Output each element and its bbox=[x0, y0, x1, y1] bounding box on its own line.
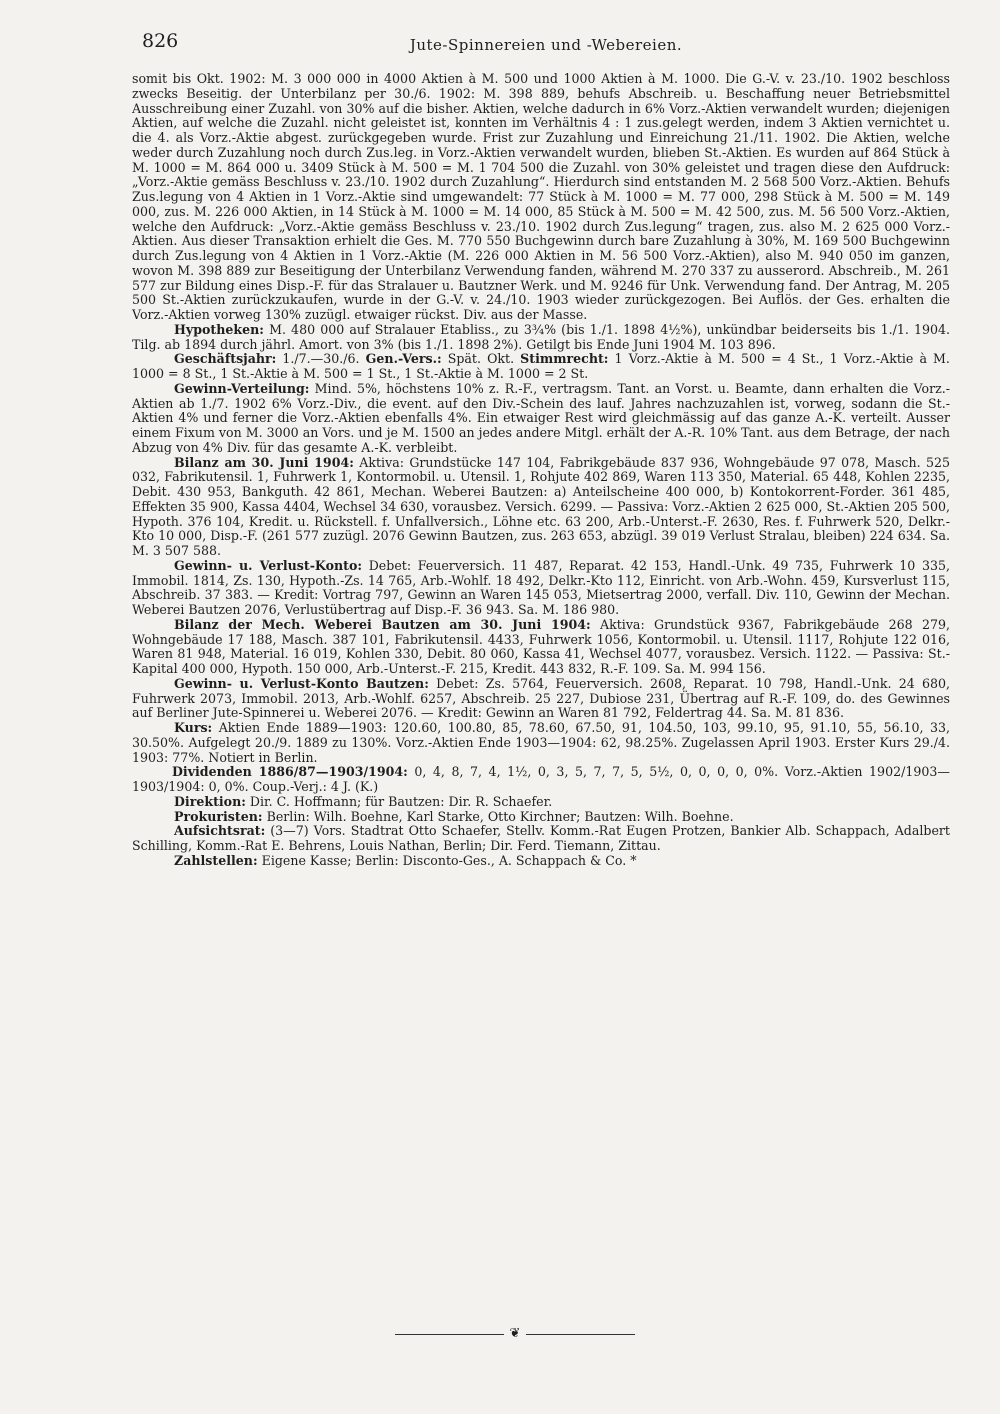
geschaeftsjahr-label: Geschäftsjahr: bbox=[174, 351, 277, 367]
geschaeftsjahr-text: 1./7.—30./6. bbox=[282, 351, 360, 367]
prokuristen-label: Prokuristen: bbox=[174, 808, 263, 824]
zahlstellen-label: Zahlstellen: bbox=[174, 852, 258, 868]
guv-bautzen-text: Debet: Zs. 5764, Feuerversich. 2608, Reparat. 10 798, Handl.-Unk. 24 680, Fuhrwerk 2073, Immobil. 2013, Arb.-Wohlf. 6257, Abschreib. 25 227, Dubiose 231, Übertrag auf R.-F. 109, do. des Gewinnes auf Berliner Jute-Spinnerei u. Weberei 2076. — Kredit: Gewinn an Waren 81 792, Feldertrag 44. Sa. M. 81 836. bbox=[132, 675, 950, 721]
hypotheken-paragraph bbox=[132, 323, 950, 353]
gewinnverteilung-text: Mind. 5%, höchstens 10% z. R.-F., vertragsm. Tant. an Vorst. u. Beamte, dann erhalten die Vorz.-Aktien ab 1./7. 1902 6% Vorz.-Div., die event. auf den Div.-Schein des lauf. Jahres nachzuzahlen ist, vorweg, sodann die St.-Aktien 4% und ferner die Vorz.-Aktien ebenfalls 4%. Ein etwaiger Rest wird gleichmässig auf das ganze A.-K. verteilt. Ausser einem Fixum von M. 3000 an Vors. und je M. 1500 an jedes andere Mitgl. erhält der A.-R. 10% Tant. aus dem Betrage, der nach Abzug von 4% Div. für das gesamte A.-K. verbleibt. bbox=[132, 380, 950, 455]
direktion-text: Dir. C. Hoffmann; für Bautzen: Dir. R. Schaefer. bbox=[249, 793, 553, 809]
dividenden-paragraph bbox=[132, 765, 950, 795]
stimmrecht-text: 1 Vorz.-Aktie à M. 500 = 4 St., 1 Vorz.-Aktie à M. 1000 = 8 St., 1 St.-Aktie à M. 500 = 1 St., 1 St.-Aktie à M. 1000 = 2 St. bbox=[132, 351, 950, 381]
page-number: 826 bbox=[142, 30, 179, 52]
end-ornament bbox=[395, 1327, 635, 1341]
direktion-label: Direktion: bbox=[174, 793, 246, 809]
zahlstellen-text: Eigene Kasse; Berlin: Disconto-Ges., A. Schappach & Co. bbox=[261, 852, 627, 868]
kurs-text: Aktien Ende 1889—1903: 120.60, 100.80, 85, 78.60, 67.50, 91, 104.50, 103, 99.10, 95, 91.10, 55, 56.10, 33, 30.50%. Aufgelegt 20./9. 1889 zu 130%. Vorz.-Aktien Ende 1903—1904: 62, 98.25%. Zugelassen April 1903. Erster Kurs 29./4. 1903: 77%. Notiert in Berlin. bbox=[132, 720, 951, 765]
prokuristen-paragraph bbox=[132, 810, 950, 825]
gewinnverteilung-label: Gewinn-Verteilung: bbox=[174, 380, 310, 396]
hypotheken-label: Hypotheken: bbox=[174, 321, 264, 337]
bilanz-bautzen-paragraph bbox=[132, 618, 950, 677]
ornament-rule-right bbox=[526, 1334, 635, 1335]
page-header bbox=[142, 30, 950, 64]
ornament-rule-left bbox=[395, 1334, 504, 1335]
aufsichtsrat-text: (3—7) Vors. Stadtrat Otto Schaefer, Stellv. Komm.-Rat Eugen Protzen, Bankier Alb. Schappach, Adalbert Schilling, Komm.-Rat E. Behrens, Louis Nathan, Berlin; Dir. Ferd. Tiemann, Zittau. bbox=[132, 823, 950, 853]
aufsichtsrat-label: Aufsichtsrat: bbox=[174, 823, 266, 839]
guv-bautzen-label: Gewinn- u. Verlust-Konto Bautzen: bbox=[174, 675, 429, 691]
guv-text: Debet: Feuerversich. 11 487, Reparat. 42 153, Handl.-Unk. 49 735, Fuhrwerk 10 335, Immobil. 1814, Zs. 130, Hypoth.-Zs. 14 765, Arb.-Wohlf. 18 492, Delkr.-Kto 112, Einricht. von Arb.-Wohn. 459, Kursverlust 115, Abschreib. 37 383. — Kredit: Vortrag 797, Gewinn an Waren 145 053, Mietsertrag 2000, verfall. Div. 110, Gewinn der Mechan. Weberei Bautzen 2076, Verlustübertrag auf Disp.-F. 36 943. Sa. M. 186 980. bbox=[132, 557, 951, 617]
kurs-label: Kurs: bbox=[174, 720, 213, 735]
dividenden-label: Dividenden 1886/87—1903/1904: bbox=[172, 764, 408, 780]
fleuron-icon: ❦ bbox=[509, 1326, 521, 1341]
aufsichtsrat-paragraph bbox=[132, 824, 950, 854]
article-body bbox=[132, 72, 950, 869]
bilanz-paragraph bbox=[132, 456, 950, 559]
gewinnverteilung-paragraph bbox=[132, 382, 950, 456]
zahlstellen-paragraph bbox=[132, 854, 950, 869]
direktion-paragraph bbox=[132, 795, 950, 810]
genvers-text: Spät. Okt. bbox=[447, 351, 515, 367]
capital-paragraph: somit bis Okt. 1902: M. 3 000 000 in 4000 Aktien à M. 500 und 1000 Aktien à M. 1000. Die G.-V. v. 23./10. 1902 beschloss zwecks Beseitig. der Unterbilanz per 30./6. 1902: M. 398 889, behufs Abschreib. u. Beschaffung neuer Betriebsmittel Ausschreibung einer Zuzahl. von 30% auf die bisher. Aktien, welche dadurch in 6% Vorz.-Aktien verwandelt wurden; diejenigen Aktien, auf welche die Zuzahl. nicht geleistet ist, konnten im Verhältnis 4 : 1 zus.gelegt werden, indem 3 Aktien vernichtet u. die 4. als Vorz.-Aktie abgest. zurückgegeben wurde. Frist zur Zuzahlung und Einreichung 21./11. 1902. Die Aktien, welche weder durch Zuzahlung noch durch Zus.leg. in Vorz.-Aktien verwandelt wurden, blieben St.-Aktien. Es wurden auf 864 Stück à M. 1000 = M. 864 000 u. 3409 Stück à M. 500 = M. 1 704 500 die Zuzahl. von 30% geleistet und tragen diese den Aufdruck: „Vorz.-Aktie gemäss Beschluss v. 23./10. 1902 durch Zuzahlung“. Hierdurch sind entstanden M. 2 568 500 Vorz.-Aktien. Behufs Zus.legung von 4 Aktien in 1 Vorz.-Aktie sind umgewandelt: 77 Stück à M. 1000 = M. 77 000, 298 Stück à M. 500 = M. 149 000, zus. M. 226 000 Aktien, in 14 Stück à M. 1000 = M. 14 000, 85 Stück à M. 500 = M. 42 500, zus. M. 56 500 Vorz.-Aktien, welche den Aufdruck: „Vorz.-Aktie gemäss Beschluss v. 23./10. 1902 durch Zus.legung“ tragen, zus. also M. 2 625 000 Vorz.-Aktien. Aus dieser Transaktion erhielt die Ges. M. 770 550 Buchgewinn durch bare Zuzahlung à 30%, M. 169 500 Buchgewinn durch Zus.legung von 4 Aktien in 1 Vorz.-Aktie (M. 226 000 Aktien in M. 56 500 Vorz.-Aktien), also M. 940 050 im ganzen, wovon M. 398 889 zur Beseitigung der Unterbilanz Verwendung fanden, während M. 270 337 zu ausserord. Abschreib., M. 261 577 zur Bildung eines Disp.-F. für das Stralauer u. Bautzner Werk. und M. 9246 für Unk. Verwendung fand. Der Antrag, M. 205 500 St.-Aktien zurückzukaufen, wurde in der G.-V. v. 24./10. 1903 wieder zurückgezogen. Bei Auflös. der Ges. erhalten die Vorz.-Aktien vorweg 130% zuzügl. etwaiger rückst. Div. aus der Masse. bbox=[132, 71, 950, 322]
bilanz-bautzen-label: Bilanz der Mech. Weberei Bautzen am 30. Juni 1904: bbox=[174, 616, 591, 632]
guv-paragraph bbox=[132, 559, 950, 618]
bilanz-label: Bilanz am 30. Juni 1904: bbox=[174, 454, 354, 470]
stimmrecht-label: Stimmrecht: bbox=[520, 351, 609, 367]
dividenden-text: 0, 4, 8, 7, 4, 1½, 0, 3, 5, 7, 7, 5, 5½, 0, 0, 0, 0, 0%. Vorz.-Aktien 1902/1903—1903/1904: 0, 0%. Coup.-Verj.: 4 J. (K.) bbox=[132, 764, 950, 794]
zahlstellen-asterisk: * bbox=[630, 852, 637, 868]
guv-bautzen-paragraph bbox=[132, 677, 950, 721]
bilanz-text: Aktiva: Grundstücke 147 104, Fabrikgebäude 837 936, Wohngebäude 97 078, Masch. 525 032, Fabrikutensil. 1, Fuhrwerk 1, Kontormobil. u. Utensil. 1, Rohjute 402 869, Waren 113 350, Material. 65 448, Kohlen 2235, Debit. 430 953, Bankguth. 42 861, Mechan. Weberei Bautzen: a) Anteilscheine 400 000, b) Kontokorrent-Forder. 361 485, Effekten 35 900, Kassa 4404, Wechsel 34 630, vorausbez. Versich. 6299. — Passiva: Vorz.-Aktien 2 625 000, St.-Aktien 205 500, Hypoth. 376 104, Kredit. u. Rückstell. f. Unfallversich., Löhne etc. 63 200, Arb.-Unterst.-F. 2630, Res. f. Fuhrwerk 520, Delkr.-Kto 10 000, Disp.-F. (261 577 zuzügl. 2076 Gewinn Bautzen, zus. 263 653, abzügl. 39 019 Verlust Stralau, bleiben) 224 634. Sa. M. 3 507 588. bbox=[132, 454, 950, 558]
hypotheken-text: M. 480 000 auf Stralauer Etabliss., zu 3¾% (bis 1./1. 1898 4½%), unkündbar beiderseits bis 1./1. 1904. Tilg. ab 1894 durch jährl. Amort. von 3% (bis 1./1. 1898 2%). Getilgt bis Ende Juni 1904 M. 103 896. bbox=[132, 321, 950, 352]
genvers-label: Gen.-Vers.: bbox=[365, 351, 442, 367]
guv-label: Gewinn- u. Verlust-Konto: bbox=[174, 557, 363, 573]
geschaeftsjahr-paragraph bbox=[132, 352, 950, 382]
prokuristen-text: Berlin: Wilh. Boehne, Karl Starke, Otto Kirchner; Bautzen: Wilh. Boehne. bbox=[266, 808, 734, 824]
bilanz-bautzen-text: Aktiva: Grundstück 9367, Fabrikgebäude 268 279, Wohngebäude 17 188, Masch. 387 101, Fabrikutensil. 4433, Fuhrwerk 1056, Kontormobil. u. Utensil. 1117, Rohjute 122 016, Waren 81 948, Material. 16 019, Kohlen 330, Debit. 80 060, Kassa 41, Wechsel 4077, vorausbez. Versich. 1122. — Passiva: St.-Kapital 400 000, Hypoth. 150 000, Arb.-Unterst.-F. 215, Kredit. 443 832, R.-F. 109. Sa. M. 994 156. bbox=[132, 616, 951, 676]
running-title: Jute-Spinnereien und -Webereien. bbox=[409, 36, 683, 54]
kurs-paragraph bbox=[132, 721, 950, 765]
